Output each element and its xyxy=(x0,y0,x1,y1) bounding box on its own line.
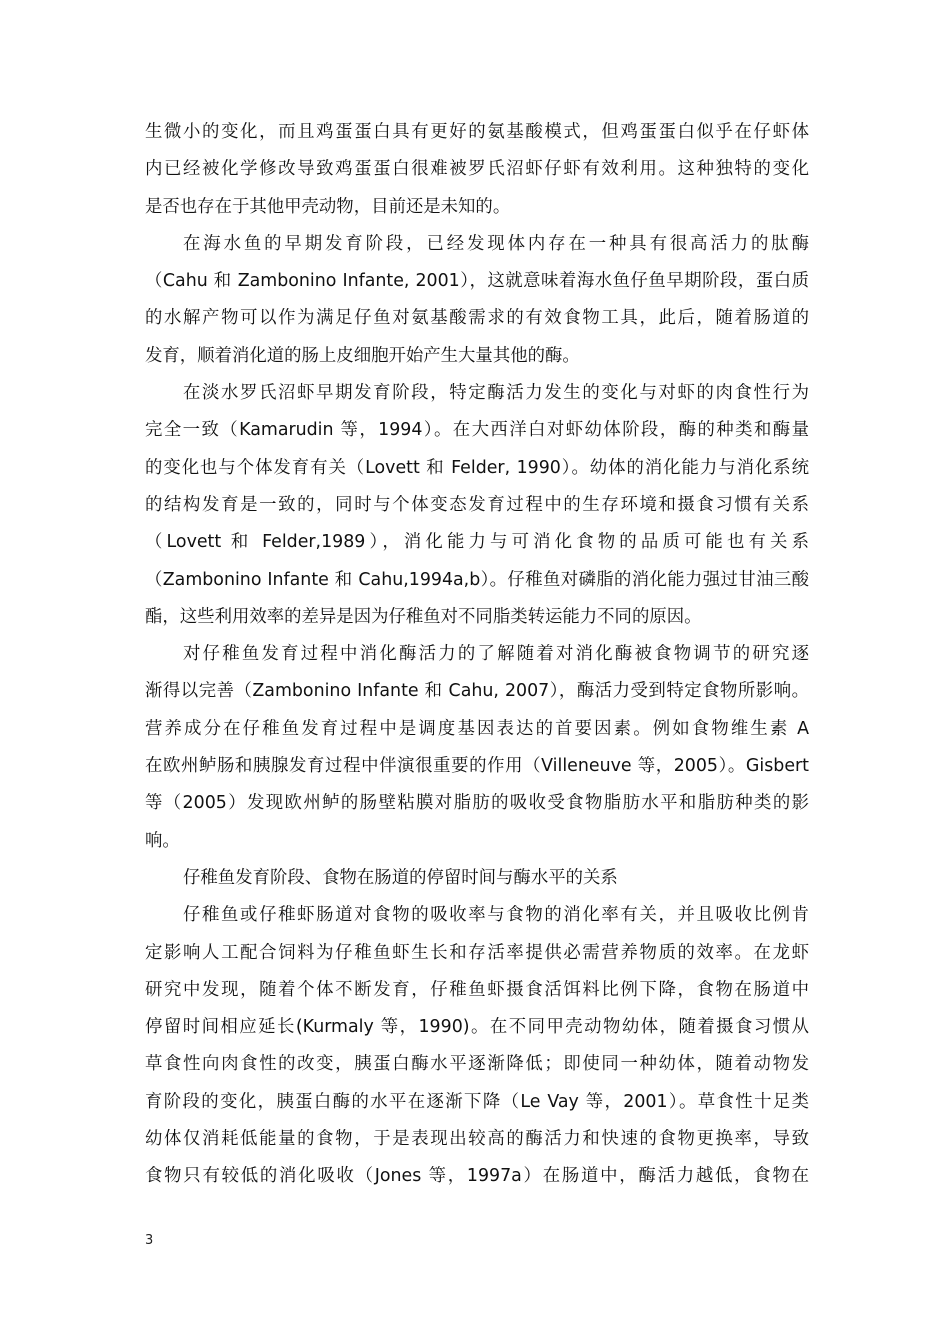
text-line: 育阶段的变化，胰蛋白酶的水平在逐渐下降（Le Vay 等，2001）。草食性十足类 xyxy=(145,1091,809,1112)
text-line: （Zambonino Infante 和 Cahu,1994a,b）。仔稚鱼对磷脂的消化能力强过甘油三酸 xyxy=(145,569,809,590)
text-line: （Lovett 和 Felder,1989），消化能力与可消化食物的品质可能也有关系 xyxy=(145,532,809,553)
text-line: 在欧州鲈肠和胰腺发育过程中伴演很重要的作用（Villeneuve 等，2005）。Gisbert xyxy=(145,756,809,777)
text-line: 的结构发育是一致的，同时与个体变态发育过程中的生存环境和摄食习惯有关系 xyxy=(145,494,809,515)
text-line: 草食性向肉食性的改变，胰蛋白酶水平逐渐降低；即使同一种幼体，随着动物发 xyxy=(145,1054,809,1075)
text-line: 完全一致（Kamarudin 等，1994）。在大西洋白对虾幼体阶段，酶的种类和酶量 xyxy=(145,420,809,441)
text-line: 等（2005）发现欧州鲈的肠壁粘膜对脂肪的吸收受食物脂肪水平和脂肪种类的影 xyxy=(145,793,809,814)
page-number: 3 xyxy=(145,1233,154,1248)
text-line: 发育，顺着消化道的肠上皮细胞开始产生大量其他的酶。 xyxy=(145,345,580,366)
text-line: 的水解产物可以作为满足仔鱼对氨基酸需求的有效食物工具，此后，随着肠道的 xyxy=(145,308,809,329)
text-line: 内已经被化学修改导致鸡蛋蛋白很难被罗氏沼虾仔虾有效利用。这种独特的变化 xyxy=(145,159,809,180)
text-line: 定影响人工配合饲料为仔稚鱼虾生长和存活率提供必需营养物质的效率。在龙虾 xyxy=(145,942,809,963)
text-line: 仔稚鱼发育阶段、食物在肠道的停留时间与酶水平的关系 xyxy=(183,867,618,888)
text-line: 渐得以完善（Zambonino Infante 和 Cahu, 2007），酶活力受到特定食物所影响。 xyxy=(145,681,809,702)
text-line: 生微小的变化，而且鸡蛋蛋白具有更好的氨基酸模式，但鸡蛋蛋白似乎在仔虾体 xyxy=(145,122,809,142)
text-line: 在淡水罗氏沼虾早期发育阶段，特定酶活力发生的变化与对虾的肉食性行为 xyxy=(183,383,809,404)
text-line: 研究中发现，随着个体不断发育，仔稚鱼虾摄食活饵料比例下降，食物在肠道中 xyxy=(145,979,809,1000)
text-line: 食物只有较低的消化吸收（Jones 等，1997a）在肠道中，酶活力越低，食物在 xyxy=(145,1166,809,1187)
text-line: 在海水鱼的早期发育阶段，已经发现体内存在一种具有很高活力的肽酶 xyxy=(183,233,809,254)
text-line: 的变化也与个体发育有关（Lovett 和 Felder, 1990）。幼体的消化能力与消化系统 xyxy=(145,457,809,478)
text-line: 仔稚鱼或仔稚虾肠道对食物的吸收率与食物的消化率有关，并且吸收比例肯 xyxy=(183,905,809,926)
text-line: 响。 xyxy=(145,830,180,851)
text-line: 酯，这些利用效率的差异是因为仔稚鱼对不同脂类转运能力不同的原因。 xyxy=(145,606,702,627)
text-line: 停留时间相应延长(Kurmaly 等，1990)。在不同甲壳动物幼体，随着摄食习惯从 xyxy=(145,1017,809,1038)
text-line: 幼体仅消耗低能量的食物，于是表现出较高的酶活力和快速的食物更换率，导致 xyxy=(145,1129,809,1150)
text-line: 对仔稚鱼发育过程中消化酶活力的了解随着对消化酶被食物调节的研究逐 xyxy=(183,644,809,665)
text-line: （Cahu 和 Zambonino Infante, 2001），这就意味着海水鱼仔鱼早期阶段，蛋白质 xyxy=(145,271,809,292)
body-text xyxy=(145,114,809,1196)
text-line: 营养成分在仔稚鱼发育过程中是调度基因表达的首要因素。例如食物维生素 A xyxy=(145,718,809,739)
text-line: 是否也存在于其他甲壳动物，目前还是未知的。 xyxy=(145,196,511,217)
